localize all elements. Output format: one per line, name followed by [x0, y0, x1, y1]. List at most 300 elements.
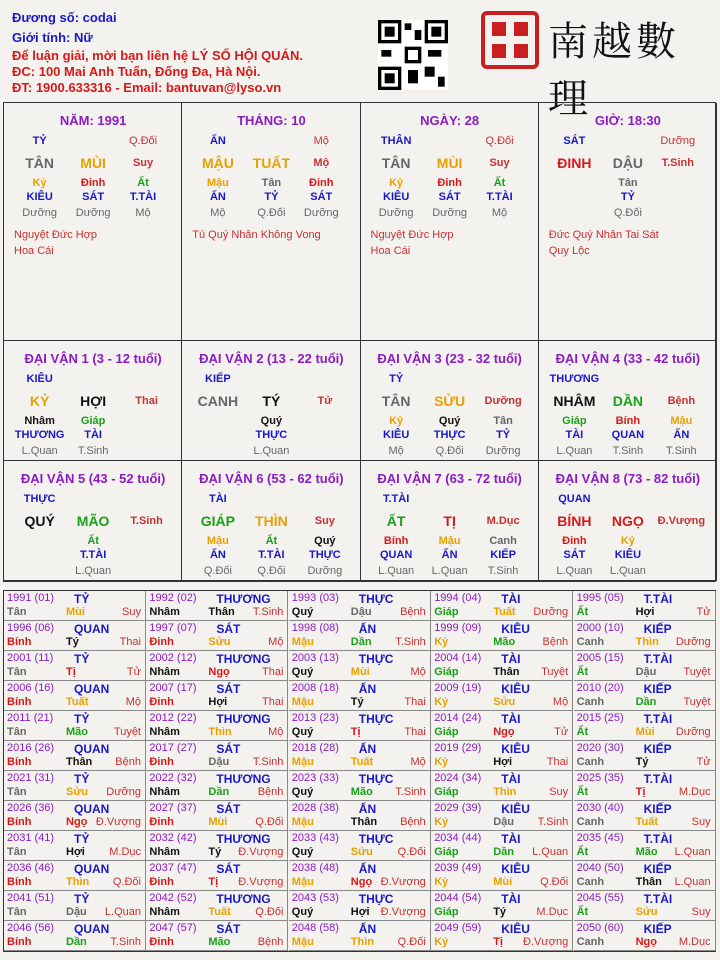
star-text: Quy Lộc	[548, 245, 590, 257]
pillar-god: ẤN	[209, 135, 226, 147]
year-label: 2018 (28)	[291, 742, 339, 754]
year-cell[interactable]	[4, 801, 146, 831]
year-stem: Bính	[7, 876, 32, 888]
year-cell[interactable]	[289, 711, 431, 741]
year-stem: Bính	[7, 756, 32, 768]
year-god: QUAN	[74, 742, 110, 756]
dai-van-hidden-state: T.Sinh	[666, 445, 697, 457]
year-stem: Tân	[7, 726, 27, 738]
star-text: Hoa Cái	[14, 245, 54, 257]
dai-van-hidden: Quý	[438, 415, 461, 427]
year-stem: Mậu	[291, 876, 314, 888]
year-cell[interactable]	[146, 591, 288, 621]
year-label: 2025 (35)	[576, 772, 624, 784]
year-cell[interactable]	[4, 621, 146, 651]
year-branch: Mùi	[635, 726, 655, 738]
dai-van-cell[interactable]	[182, 461, 360, 581]
pillar-god-state: Q.Đối	[128, 135, 158, 147]
year-branch: Dậu	[208, 756, 230, 768]
year-god: ẤN	[358, 622, 377, 636]
pillar-title: NĂM: 1991	[59, 113, 127, 128]
year-cell[interactable]	[289, 591, 431, 621]
year-cell[interactable]	[4, 591, 146, 621]
year-cell[interactable]	[289, 681, 431, 711]
year-stem: Bính	[7, 636, 32, 648]
year-state: Đ.Vượng	[380, 906, 426, 918]
year-cell[interactable]	[431, 831, 573, 861]
pillar-title: THÁNG: 10	[237, 113, 306, 128]
year-state: Q.Đối	[255, 816, 284, 828]
year-state: T.Sinh	[395, 636, 426, 648]
year-cell[interactable]	[289, 771, 431, 801]
dai-van-god: T.TÀI	[383, 493, 410, 505]
hidden-stem: Kỷ	[32, 177, 47, 189]
year-stem: Mậu	[291, 636, 314, 648]
dai-van-hidden-god: TỶ	[496, 429, 511, 441]
dai-van-hidden-god: TÀI	[565, 429, 584, 441]
year-god: SÁT	[216, 922, 241, 936]
year-branch: Ngọ	[635, 936, 657, 948]
hidden-stem: Tân	[618, 177, 638, 189]
dai-van-branch: HỢI	[80, 393, 107, 409]
year-label: 2031 (41)	[7, 832, 55, 844]
dai-van-title: ĐẠI VẬN 6 (53 - 62 tuổi)	[199, 471, 344, 486]
year-god: THỰC	[358, 892, 394, 906]
dai-van-hidden-god: THỰC	[255, 429, 288, 441]
year-state: L.Quan	[674, 876, 711, 888]
year-stem: Ất	[576, 666, 589, 678]
year-branch: Tị	[66, 666, 76, 678]
year-cell[interactable]	[4, 861, 146, 891]
year-cell[interactable]	[146, 771, 288, 801]
year-state: M.Dục	[678, 786, 711, 798]
year-cell[interactable]	[431, 711, 573, 741]
year-branch: Tý	[208, 846, 222, 858]
dai-van-title: ĐẠI VẬN 2 (13 - 22 tuổi)	[199, 351, 344, 366]
year-state: T.Sinh	[252, 756, 284, 768]
year-label: 2040 (50)	[576, 862, 624, 874]
year-cell[interactable]	[574, 831, 716, 861]
year-cell[interactable]	[289, 861, 431, 891]
year-state: Tử	[696, 606, 711, 618]
year-label: 2000 (10)	[576, 622, 624, 634]
year-cell[interactable]	[431, 771, 573, 801]
year-state: Tuyệt	[113, 726, 141, 738]
year-god: TÀI	[501, 892, 521, 906]
year-stem: Quý	[291, 726, 314, 738]
year-state: Mộ	[410, 756, 426, 768]
year-label: 2001 (11)	[7, 652, 54, 664]
year-label: 2026 (36)	[7, 802, 55, 814]
dai-van-hidden: Bính	[383, 535, 409, 547]
year-god: THƯƠNG	[216, 892, 271, 906]
year-state: Suy	[691, 906, 711, 918]
hidden-state: Dưỡng	[75, 207, 111, 219]
year-stem: Ất	[576, 846, 589, 858]
dai-van-hidden: Mậu	[438, 535, 461, 547]
hidden-stem: Kỷ	[389, 177, 404, 189]
year-state: T.Sinh	[252, 606, 284, 618]
year-cell[interactable]	[574, 801, 716, 831]
hidden-stem: Mậu	[206, 177, 229, 189]
year-branch: Thìn	[66, 876, 90, 888]
year-stem: Mậu	[291, 816, 314, 828]
year-label: 1995 (05)	[576, 592, 624, 604]
year-label: 2038 (48)	[291, 862, 339, 874]
pillar-branch-state: Suy	[132, 157, 154, 169]
year-cell[interactable]	[431, 801, 573, 831]
year-state: L.Quan	[532, 846, 569, 858]
year-label: 2036 (46)	[7, 862, 55, 874]
year-cell[interactable]	[146, 651, 288, 681]
year-branch: Thân	[350, 816, 378, 828]
year-branch: Mùi	[208, 816, 228, 828]
qr-code-icon[interactable]	[378, 20, 448, 90]
year-god: SÁT	[216, 682, 241, 696]
year-state: Thai	[404, 696, 426, 708]
year-god: SÁT	[216, 862, 241, 876]
year-stem: Bính	[7, 696, 32, 708]
year-state: Đ.Vượng	[95, 816, 141, 828]
year-state: Q.Đối	[255, 906, 284, 918]
star-text: Tú Quý Nhân Không Vong	[192, 229, 321, 241]
year-god: TÀI	[501, 652, 521, 666]
dai-van-stem: ẤT	[386, 513, 406, 529]
pillar-title: GIỜ: 18:30	[594, 113, 661, 128]
year-stem: Canh	[576, 936, 605, 948]
year-branch: Thìn	[493, 786, 517, 798]
year-stem: Nhâm	[149, 606, 180, 618]
dai-van-hidden: Nhâm	[24, 415, 55, 427]
year-branch: Hợi	[635, 606, 655, 618]
year-stem: Nhâm	[149, 726, 180, 738]
dai-van-branch: THÌN	[255, 513, 288, 529]
year-state: Bệnh	[400, 816, 426, 828]
year-branch: Mão	[350, 786, 373, 798]
year-god: QUAN	[74, 622, 110, 636]
year-label: 2032 (42)	[149, 832, 197, 844]
hidden-god: TỶ	[620, 191, 635, 203]
year-cell[interactable]	[574, 621, 716, 651]
gender: Giới tính: Nữ	[12, 30, 93, 45]
year-stem: Canh	[576, 696, 605, 708]
year-label: 2044 (54)	[434, 892, 482, 904]
year-cell[interactable]	[574, 771, 716, 801]
dai-van-hidden: Giáp	[80, 415, 106, 427]
year-stem: Mậu	[291, 756, 314, 768]
year-god: TỶ	[74, 712, 90, 726]
year-god: SÁT	[216, 622, 241, 636]
year-label: 2014 (24)	[434, 712, 482, 724]
hidden-state: Dưỡng	[432, 207, 468, 219]
year-god: THƯƠNG	[216, 772, 271, 786]
hidden-stem: Tân	[261, 177, 282, 189]
year-god: QUAN	[74, 802, 110, 816]
year-cell[interactable]	[574, 591, 716, 621]
year-branch: Tị	[635, 786, 646, 798]
year-stem: Tân	[7, 906, 27, 918]
year-label: 2047 (57)	[149, 922, 197, 934]
year-cell[interactable]	[4, 681, 146, 711]
dai-van-stem: KỶ	[29, 393, 50, 409]
year-stem: Kỷ	[434, 756, 449, 768]
dai-van-hidden-state: T.Sinh	[487, 565, 519, 577]
dai-van-hidden-god: SÁT	[563, 549, 586, 561]
year-stem: Đinh	[149, 876, 174, 888]
year-cell[interactable]	[431, 921, 573, 951]
year-cell[interactable]	[574, 681, 716, 711]
year-label: 2042 (52)	[149, 892, 197, 904]
year-god: KIẾP	[643, 622, 672, 636]
year-label: 2049 (59)	[434, 922, 482, 934]
year-state: Mộ	[268, 636, 284, 648]
year-god: THỰC	[358, 652, 394, 666]
year-branch: Tý	[635, 756, 649, 768]
year-state: Bệnh	[115, 756, 141, 768]
year-stem: Tân	[7, 846, 27, 858]
year-cell[interactable]	[146, 891, 288, 921]
dai-van-god: THỰC	[23, 493, 56, 505]
year-god: KIẾP	[643, 922, 672, 936]
year-stem: Quý	[291, 786, 314, 798]
year-branch: Dậu	[66, 906, 87, 918]
dai-van-hidden-state: L.Quan	[431, 565, 468, 577]
year-cell[interactable]	[431, 861, 573, 891]
year-branch: Dần	[493, 846, 514, 858]
year-god: THỰC	[358, 772, 394, 786]
year-stem: Canh	[576, 816, 605, 828]
year-branch: Sửu	[350, 846, 373, 858]
year-label: 2020 (30)	[576, 742, 624, 754]
year-cell[interactable]	[4, 711, 146, 741]
dai-van-cell[interactable]	[361, 341, 539, 461]
year-cell[interactable]	[146, 621, 288, 651]
year-cell[interactable]	[4, 741, 146, 771]
year-cell[interactable]	[574, 861, 716, 891]
dai-van-hidden: Mậu	[206, 535, 229, 547]
pillar-branch: TUẤT	[252, 155, 291, 171]
year-branch: Mão	[208, 936, 231, 948]
year-label: 2010 (20)	[576, 682, 624, 694]
year-label: 2048 (58)	[291, 922, 339, 934]
year-cell[interactable]	[574, 741, 716, 771]
year-state: Bệnh	[257, 786, 284, 798]
year-stem: Quý	[291, 666, 314, 678]
dai-van-hidden-state: Q.Đối	[435, 445, 464, 457]
year-cell[interactable]	[431, 621, 573, 651]
year-cell[interactable]	[146, 681, 288, 711]
year-stem: Giáp	[434, 606, 459, 618]
hidden-stem: Ất	[493, 177, 506, 189]
year-state: Tử	[696, 756, 711, 768]
year-state: L.Quan	[674, 846, 711, 858]
year-state: Mộ	[410, 666, 426, 678]
year-cell[interactable]	[4, 651, 146, 681]
year-state: Dưỡng	[106, 786, 141, 798]
year-stem: Đinh	[149, 816, 174, 828]
dai-van-hidden: Ất	[265, 535, 278, 547]
year-cell[interactable]	[146, 831, 288, 861]
year-god: KIẾP	[643, 862, 672, 876]
year-branch: Thân	[208, 606, 235, 618]
pillar-god: THÂN	[380, 135, 412, 147]
year-state: Bệnh	[542, 636, 569, 648]
dai-van-hidden: Ất	[87, 535, 99, 547]
year-stem: Đinh	[149, 636, 174, 648]
year-cell[interactable]	[431, 741, 573, 771]
year-god: KIÊU	[501, 802, 530, 816]
year-cell[interactable]	[431, 681, 573, 711]
year-cell[interactable]	[289, 891, 431, 921]
year-cell[interactable]	[146, 921, 288, 951]
year-stem: Giáp	[434, 906, 459, 918]
year-god: THỰC	[358, 712, 394, 726]
year-label: 2030 (40)	[576, 802, 624, 814]
year-cell[interactable]	[574, 711, 716, 741]
dai-van-cell[interactable]	[182, 341, 360, 461]
hidden-state: Mộ	[210, 207, 226, 219]
year-cell[interactable]	[4, 921, 146, 951]
year-state: M.Dục	[678, 936, 711, 948]
dai-van-hidden: Quý	[314, 535, 336, 547]
year-branch: Dậu	[635, 666, 657, 678]
hidden-god: KIÊU	[26, 191, 53, 203]
year-cell[interactable]	[574, 891, 716, 921]
year-label: 2008 (18)	[291, 682, 339, 694]
year-god: THƯƠNG	[216, 712, 271, 726]
year-god: TÀI	[501, 592, 521, 606]
dai-van-branch: NGỌ	[611, 513, 644, 529]
year-branch: Tuất	[493, 606, 516, 618]
dai-van-hidden-state: Dưỡng	[307, 565, 343, 577]
year-state: Bệnh	[400, 606, 426, 618]
year-label: 2017 (27)	[149, 742, 197, 754]
year-label: 2011 (21)	[7, 712, 54, 724]
year-god: ẤN	[358, 922, 377, 936]
year-god: ẤN	[358, 862, 377, 876]
dai-van-hidden-god: KIẾP	[490, 549, 516, 561]
year-god: SÁT	[216, 742, 241, 756]
year-god: TỶ	[74, 592, 90, 606]
dai-van-cell[interactable]	[539, 461, 717, 581]
dai-van-hidden-god: THỰC	[308, 549, 341, 561]
hidden-stem: Đinh	[309, 177, 334, 189]
hidden-state: Mộ	[135, 207, 151, 219]
dai-van-cell[interactable]	[539, 341, 717, 461]
dai-van-hidden: Quý	[260, 415, 283, 427]
year-state: Đ.Vượng	[380, 876, 426, 888]
dai-van-hidden-god: QUAN	[611, 429, 645, 441]
year-label: 2027 (37)	[149, 802, 197, 814]
hidden-state: Dưỡng	[303, 207, 339, 219]
year-stem: Quý	[291, 846, 314, 858]
year-label: 2045 (55)	[576, 892, 624, 904]
hidden-god: SÁT	[438, 191, 461, 203]
year-state: Q.Đối	[397, 846, 426, 858]
dai-van-cell[interactable]	[4, 341, 182, 461]
pillar-title: NGÀY: 28	[420, 113, 480, 128]
dai-van-god: TÀI	[209, 493, 227, 505]
year-god: T.TÀI	[643, 832, 673, 846]
dai-van-state: Dưỡng	[484, 395, 522, 407]
year-cell[interactable]	[431, 591, 573, 621]
pillar-god-state: Q.Đối	[485, 135, 514, 147]
year-cell[interactable]	[4, 831, 146, 861]
pillar-stem: MẬU	[201, 155, 234, 171]
year-state: Thai	[404, 726, 426, 738]
year-stem: Mậu	[291, 696, 314, 708]
dai-van-title: ĐẠI VẬN 7 (63 - 72 tuổi)	[377, 471, 522, 486]
dai-van-hidden-state: L.Quan	[609, 565, 646, 577]
year-cell[interactable]	[4, 771, 146, 801]
year-stem: Kỷ	[434, 816, 449, 828]
year-stem: Ất	[576, 606, 589, 618]
dai-van-cell[interactable]	[361, 461, 539, 581]
year-stem: Kỷ	[434, 876, 449, 888]
year-state: L.Quan	[104, 906, 141, 918]
year-cell[interactable]	[574, 921, 716, 951]
year-label: 2023 (33)	[291, 772, 339, 784]
year-cell[interactable]	[289, 651, 431, 681]
year-cell[interactable]	[574, 651, 716, 681]
year-branch: Tý	[493, 906, 507, 918]
year-branch: Hợi	[493, 756, 513, 768]
year-branch: Thân	[635, 876, 662, 888]
year-god: QUAN	[74, 682, 110, 696]
year-cell[interactable]	[289, 921, 431, 951]
year-cell[interactable]	[289, 831, 431, 861]
hidden-god: SÁT	[310, 191, 333, 203]
hidden-state: Dưỡng	[378, 207, 414, 219]
dai-van-branch: TÝ	[262, 393, 281, 409]
year-cell[interactable]	[289, 741, 431, 771]
year-cell[interactable]	[289, 801, 431, 831]
year-branch: Dần	[635, 696, 657, 708]
year-branch: Dần	[66, 936, 87, 948]
year-god: KIÊU	[501, 862, 530, 876]
year-cell[interactable]	[146, 711, 288, 741]
year-cell[interactable]	[146, 801, 288, 831]
year-branch: Sửu	[493, 696, 516, 708]
dai-van-stem: GIÁP	[200, 513, 236, 529]
star-text: Nguyệt Đức Hợp	[370, 229, 454, 241]
year-god: THƯƠNG	[216, 652, 271, 666]
year-cell[interactable]	[146, 741, 288, 771]
year-stem: Giáp	[434, 786, 459, 798]
year-god: TÀI	[501, 832, 521, 846]
year-branch: Dậu	[493, 816, 514, 828]
year-stem: Quý	[291, 606, 314, 618]
year-cell[interactable]	[146, 861, 288, 891]
year-stem: Giáp	[434, 846, 459, 858]
year-stem: Ất	[576, 786, 589, 798]
year-branch: Mão	[635, 846, 658, 858]
year-label: 2041 (51)	[7, 892, 55, 904]
year-cell[interactable]	[289, 621, 431, 651]
year-branch: Thìn	[350, 936, 375, 948]
year-cell[interactable]	[431, 891, 573, 921]
year-state: Q.Đối	[112, 876, 141, 888]
year-branch: Dần	[208, 786, 230, 798]
year-stem: Tân	[7, 606, 27, 618]
year-cell[interactable]	[431, 651, 573, 681]
year-cell[interactable]	[4, 891, 146, 921]
year-state: Thai	[261, 696, 284, 708]
year-stem: Canh	[576, 876, 605, 888]
dai-van-cell[interactable]	[4, 461, 182, 581]
dai-van-state: Tử	[317, 395, 333, 407]
year-branch: Tuất	[66, 696, 89, 708]
